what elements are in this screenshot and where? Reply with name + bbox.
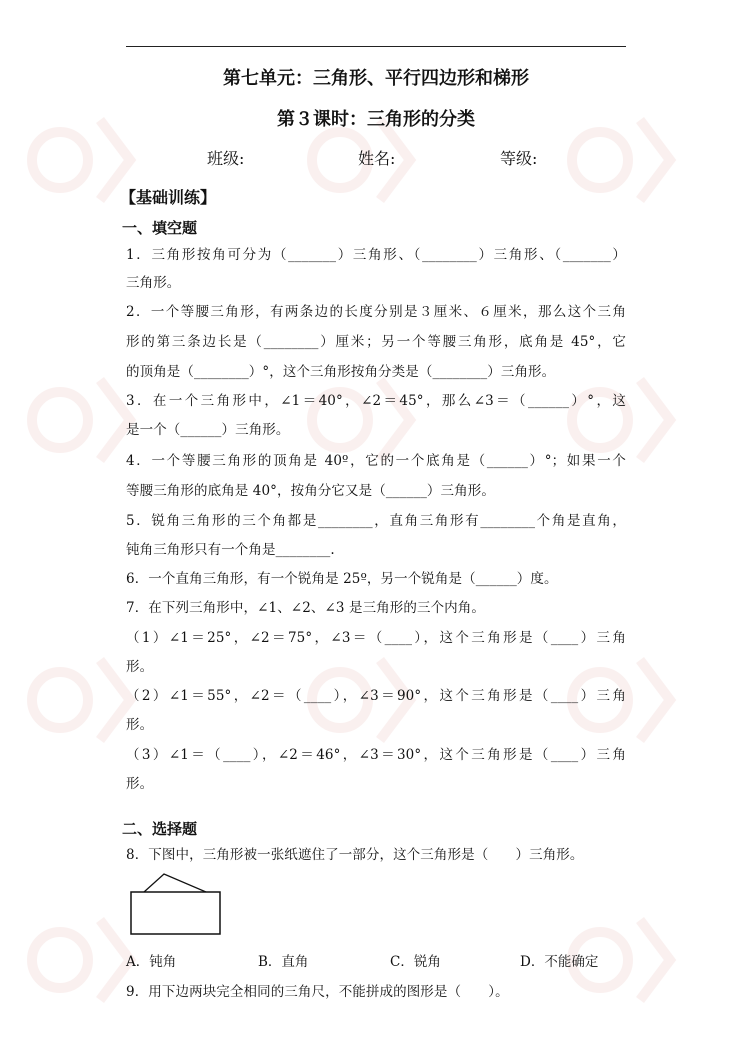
unit-title: 第七单元：三角形、平行四边形和梯形 xyxy=(223,68,529,89)
choice-c: C．锐角 xyxy=(390,954,441,970)
watermark-logo xyxy=(20,900,140,1020)
question-line: 4．一个等腰三角形的顶角是 40º，它的一个底角是（______）°；如果一个 xyxy=(126,453,626,469)
question-line: 7．在下列三角形中，∠1、∠2、∠3 是三角形的三个内角。 xyxy=(126,600,485,616)
grade-label: 等级: xyxy=(500,149,538,168)
section-fill-blank: 一、填空题 xyxy=(122,219,198,237)
question-line: 9．用下边两块完全相同的三角尺，不能拼成的图形是（ ）。 xyxy=(126,984,509,1000)
question-line: 形。 xyxy=(126,717,154,733)
question-line: 8．下图中，三角形被一张纸遮住了一部分，这个三角形是（ ）三角形。 xyxy=(126,847,584,863)
question-line: （1）∠1＝25°，∠2＝75°，∠3＝（____），这个三角形是（____）三角 xyxy=(126,630,626,646)
question-line: 1．三角形按角可分为（_______）三角形、（________）三角形、（_______） xyxy=(126,247,626,263)
question-line: 形的第三条边长是（________）厘米；另一个等腰三角形，底角是 45°，它 xyxy=(126,334,626,350)
question-line: 6．一个直角三角形，有一个锐角是 25º，另一个锐角是（______）度。 xyxy=(126,571,558,587)
class-label: 班级: xyxy=(207,149,245,168)
choice-d: D．不能确定 xyxy=(520,954,599,970)
question-line: 2．一个等腰三角形，有两条边的长度分别是３厘米、６厘米，那么这个三角 xyxy=(126,304,626,320)
header-rule xyxy=(126,46,626,47)
question-line: 钝角三角形只有一个角是________. xyxy=(126,542,335,558)
question-line: （2）∠1＝55°，∠2＝（____），∠3＝90°，这个三角形是（____）三角 xyxy=(126,688,626,704)
watermark-logo xyxy=(20,640,140,760)
section-multiple-choice: 二、选择题 xyxy=(122,820,198,838)
choice-b: B．直角 xyxy=(258,954,309,970)
question-line: 形。 xyxy=(126,776,154,792)
question-line: 等腰三角形的底角是 40°，按角分它又是（______）三角形。 xyxy=(126,483,495,499)
question-line: 三角形。 xyxy=(126,275,181,291)
triangle-top-edges xyxy=(144,874,206,892)
question-line: 是一个（______）三角形。 xyxy=(126,422,290,438)
name-label: 姓名: xyxy=(358,149,396,168)
section-basic-training: 【基础训练】 xyxy=(120,188,217,207)
covered-triangle-figure xyxy=(128,868,224,938)
lesson-title: 第３课时：三角形的分类 xyxy=(277,109,475,130)
question-line: 形。 xyxy=(126,659,154,675)
question-line: 3．在一个三角形中，∠1＝40°，∠2＝45°，那么∠3＝（______）°，这 xyxy=(126,393,626,409)
choice-a: A．钝角 xyxy=(126,954,177,970)
covering-paper-rect xyxy=(131,892,220,934)
question-line: 的顶角是（________）°，这个三角形按角分类是（________）三角形。 xyxy=(126,364,556,380)
question-line: （3）∠1＝（____），∠2＝46°，∠3＝30°，这个三角形是（____）三角 xyxy=(126,747,626,763)
question-line: 5．锐角三角形的三个角都是________，直角三角形有________个角是直角， xyxy=(126,513,626,529)
watermark-logo xyxy=(20,360,140,480)
